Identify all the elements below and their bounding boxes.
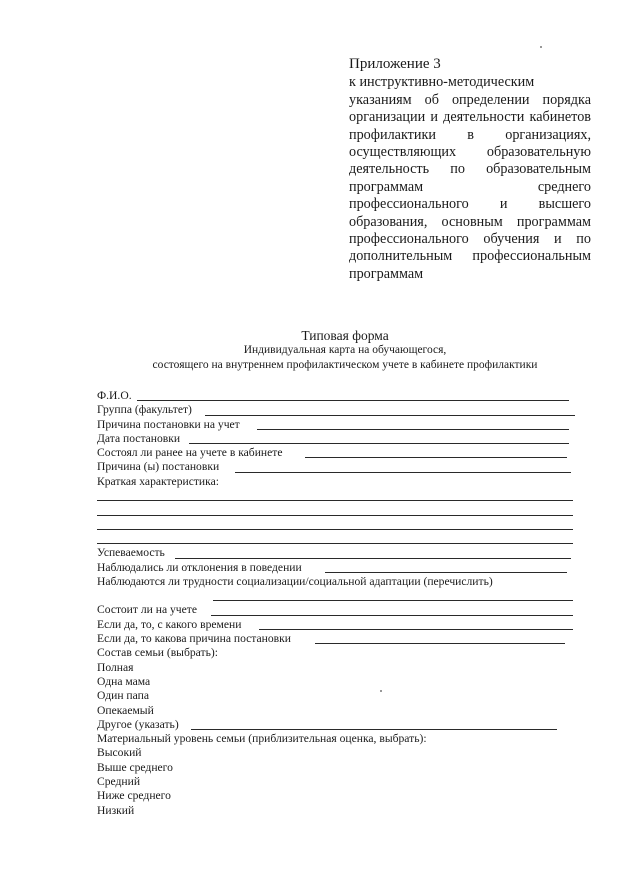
reason-field[interactable] (97, 418, 577, 432)
family-option[interactable] (97, 689, 577, 703)
deviations-field[interactable] (97, 561, 577, 575)
fio-line[interactable] (137, 400, 569, 401)
income-option-label: Выше среднего (97, 760, 173, 774)
family-option[interactable] (97, 675, 577, 689)
blank-line[interactable] (97, 529, 573, 530)
reasons-line[interactable] (235, 472, 571, 473)
date-label: Дата постановки (97, 431, 181, 445)
short-char-line-1[interactable] (97, 489, 577, 503)
progress-line[interactable] (175, 558, 571, 559)
family-title-label: Состав семьи (выбрать): (97, 646, 218, 660)
group-field[interactable] (97, 403, 577, 417)
family-option[interactable] (97, 704, 577, 718)
group-label: Группа (факультет) (97, 403, 192, 417)
family-option-label: Один папа (97, 689, 149, 703)
family-title (97, 646, 577, 660)
form-card-subtitle: состоящего на внутреннем профилактическом учете в кабинете профилактики (152, 359, 538, 371)
date-field[interactable] (97, 432, 577, 446)
income-option[interactable] (97, 789, 577, 803)
family-option[interactable] (97, 661, 577, 675)
registered-line[interactable] (211, 615, 573, 616)
what-reason-label: Если да, то какова причина постановки (97, 632, 291, 646)
form-card-title: Индивидуальная карта на обучающегося, (243, 344, 447, 356)
date-line[interactable] (189, 443, 569, 444)
appendix-first-line: к инструктивно-методическим (349, 74, 535, 91)
previously-label: Состоял ли ранее на учете в кабинете (97, 446, 283, 460)
fio-label: Ф.И.О. (97, 389, 132, 402)
blank-line[interactable] (97, 515, 573, 516)
registered-field[interactable] (97, 603, 577, 617)
blank-line[interactable] (97, 500, 573, 501)
appendix-title: Приложение 3 (349, 56, 441, 72)
income-option-label: Низкий (97, 803, 135, 817)
socialization-label: Наблюдаются ли трудности социализации/социальной адаптации (перечислить) (97, 574, 493, 588)
income-option[interactable] (97, 775, 577, 789)
short-char-line-4[interactable] (97, 532, 577, 546)
group-line[interactable] (205, 415, 575, 416)
income-option[interactable] (97, 761, 577, 775)
family-option-label: Опекаемый (97, 703, 154, 717)
reasons-field[interactable] (97, 460, 577, 474)
family-option-label: Одна мама (97, 674, 151, 688)
blank-line[interactable] (213, 600, 573, 601)
since-when-line[interactable] (259, 629, 573, 630)
socialization-line[interactable] (97, 589, 577, 603)
progress-label: Успеваемость (97, 546, 165, 560)
income-title (97, 732, 577, 746)
scan-speck (540, 46, 542, 48)
form-type-title: Типовая форма (301, 328, 389, 343)
short-char-field (97, 475, 577, 489)
reason-line[interactable] (257, 429, 569, 430)
what-reason-field[interactable] (97, 632, 577, 646)
family-option-label: Полная (97, 660, 134, 674)
socialization-field (97, 575, 577, 589)
reason-label: Причина постановки на учет (97, 417, 240, 431)
deviations-line[interactable] (325, 572, 567, 573)
appendix-body: указаниям об определении порядка организации и деятельности кабинетов профилактики в организациях, осуществляющих образовательную деятельность по образовательным программам среднего профессионального и высшего образования, основным программам профессионального обучения и по дополнительным профессиональным программам (349, 91, 591, 282)
since-when-field[interactable] (97, 618, 577, 632)
appendix-note (349, 56, 591, 283)
since-when-label: Если да, то, с какого времени (97, 617, 242, 631)
previously-field[interactable] (97, 446, 577, 460)
previously-line[interactable] (305, 457, 567, 458)
fio-field[interactable] (97, 389, 577, 403)
reasons-label: Причина (ы) постановки (97, 460, 220, 474)
blank-line[interactable] (97, 543, 573, 544)
income-option-label: Ниже среднего (97, 789, 171, 803)
individual-card-form (97, 389, 577, 818)
what-reason-line[interactable] (315, 643, 565, 644)
family-other-label: Другое (указать) (97, 717, 179, 731)
family-other-field[interactable] (97, 718, 577, 732)
deviations-label: Наблюдались ли отклонения в поведении (97, 560, 302, 574)
short-char-label: Краткая характеристика: (97, 474, 219, 488)
income-option[interactable] (97, 746, 577, 760)
income-option-label: Высокий (97, 746, 142, 760)
progress-field[interactable] (97, 546, 577, 560)
income-option-label: Средний (97, 775, 141, 789)
registered-label: Состоит ли на учете (97, 603, 197, 617)
short-char-line-2[interactable] (97, 503, 577, 517)
scan-speck (380, 690, 382, 692)
form-heading (0, 328, 640, 373)
income-title-label: Материальный уровень семьи (приблизительная оценка, выбрать): (97, 732, 427, 746)
family-other-line[interactable] (191, 729, 557, 730)
short-char-line-3[interactable] (97, 518, 577, 532)
income-option[interactable] (97, 804, 577, 818)
